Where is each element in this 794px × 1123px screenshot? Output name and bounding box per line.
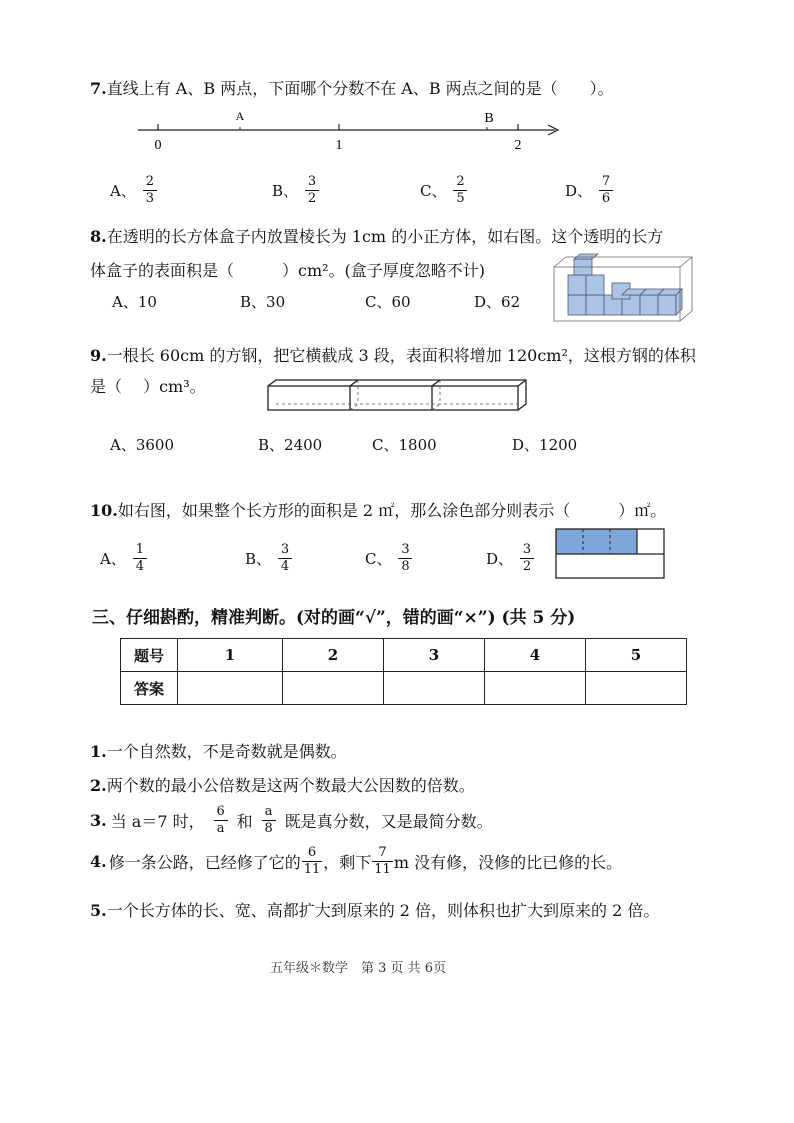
answer-cell-2[interactable] — [283, 672, 384, 705]
answer-table-answer-row — [121, 672, 687, 705]
q7-option-a-label: A、 — [110, 182, 136, 200]
judgement-2-text: 两个数的最小公倍数是这两个数最大公因数的倍数。 — [106, 776, 475, 795]
frac-den: 4 — [280, 559, 290, 574]
q7-option-b-fraction — [306, 175, 318, 206]
q10-option-a-label: A、 — [100, 550, 126, 568]
q10-option-b-label: B、 — [245, 550, 272, 568]
frac-den: a — [216, 821, 225, 836]
judgement-3-fraction-2 — [263, 805, 275, 836]
answer-table-header-row — [121, 639, 687, 672]
q8-stem-line1 — [90, 224, 663, 247]
frac-den: 3 — [145, 191, 154, 206]
q9-text-line1: 一根长 60cm 的方钢，把它横截成 3 段，表面积将增加 120cm²，这根方钢的体积 — [106, 346, 696, 365]
frac-den: 8 — [401, 559, 410, 574]
answer-table-col-4: 4 — [485, 639, 586, 672]
q8-option-c[interactable]: C、60 — [365, 293, 411, 311]
q7-option-b-label: B、 — [272, 182, 299, 200]
answer-table-col-1: 1 — [178, 639, 283, 672]
answer-table — [120, 638, 687, 705]
frac-den: 4 — [135, 559, 144, 574]
q7-number: 7. — [90, 79, 107, 98]
q9-option-b[interactable]: B、2400 — [258, 436, 323, 454]
q7-point-b: B — [484, 111, 494, 126]
answer-cell-5[interactable] — [586, 672, 687, 705]
q7-option-a-fraction — [144, 175, 156, 206]
answer-cell-3[interactable] — [384, 672, 485, 705]
judgement-4-fraction-1 — [303, 846, 322, 877]
frac-den: 5 — [456, 191, 465, 206]
q9-stem-line1 — [90, 343, 696, 366]
frac-num: 3 — [280, 542, 290, 557]
judgement-3-post: 既是真分数，又是最简分数。 — [284, 812, 493, 831]
q9-square-steel-figure — [266, 378, 528, 412]
judgement-3-fraction-1 — [215, 805, 227, 836]
q7-tick-2: 2 — [514, 138, 522, 153]
q7-option-c-fraction — [454, 175, 466, 206]
judgement-3-pre: 当 a＝7 时， — [110, 812, 205, 831]
answer-table-col-2: 2 — [283, 639, 384, 672]
judgement-4-fraction-2 — [373, 846, 392, 877]
q10-number: 10. — [90, 501, 118, 520]
judgement-5 — [90, 898, 659, 921]
q7-option-c-label: C、 — [420, 182, 447, 200]
q10-option-c-label: C、 — [365, 550, 392, 568]
frac-num: 3 — [522, 542, 532, 557]
page-footer: 五年级＊数学 第 3 页 共 6页 — [270, 961, 447, 976]
judgement-1-text: 一个自然数，不是奇数就是偶数。 — [106, 742, 347, 761]
q8-cube-box-figure — [550, 253, 695, 325]
q7-text: 直线上有 A、B 两点，下面哪个分数不在 A、B 两点之间的是（ ）。 — [106, 79, 614, 98]
q9-option-a[interactable]: A、3600 — [110, 436, 175, 454]
judgement-3 — [90, 805, 493, 836]
frac-num: 2 — [456, 174, 465, 189]
q10-option-b[interactable] — [245, 543, 291, 574]
q7-option-a[interactable] — [110, 175, 156, 206]
frac-num: 7 — [378, 845, 387, 860]
q7-option-d[interactable] — [565, 175, 612, 206]
frac-den: 2 — [307, 191, 317, 206]
judgement-1 — [90, 739, 347, 762]
frac-num: 3 — [307, 174, 317, 189]
frac-num: 6 — [216, 804, 225, 819]
judgement-4-mid: ，剩下 — [323, 853, 372, 872]
q7-option-b[interactable] — [272, 175, 318, 206]
frac-num: 2 — [145, 174, 154, 189]
frac-den: 6 — [601, 191, 611, 206]
q7-point-a: A — [235, 109, 245, 123]
answer-table-row1-label: 题号 — [121, 639, 178, 672]
judgement-3-mid: 和 — [236, 812, 253, 831]
q9-stem-line2: 是（ ）cm³。 — [90, 377, 206, 396]
frac-num: 7 — [601, 174, 611, 189]
answer-cell-4[interactable] — [485, 672, 586, 705]
q10-text: 如右图，如果整个长方形的面积是 2 ㎡，那么涂色部分则表示（ ）㎡。 — [117, 501, 667, 520]
answer-cell-1[interactable] — [178, 672, 283, 705]
q10-option-a[interactable] — [100, 543, 146, 574]
q8-number: 8. — [90, 227, 107, 246]
judgement-4-number: 4. — [90, 852, 107, 871]
q8-stem-line2: 体盒子的表面积是（ ）cm²。(盒子厚度忽略不计) — [90, 261, 486, 280]
frac-den: 2 — [522, 559, 532, 574]
q7-stem — [90, 76, 614, 99]
answer-table-col-3: 3 — [384, 639, 485, 672]
q9-number: 9. — [90, 346, 107, 365]
judgement-4-post: m 没有修，没修的比已修的长。 — [393, 853, 623, 872]
q10-stem — [90, 498, 666, 521]
q10-shaded-area — [556, 529, 637, 554]
q8-text-line1: 在透明的长方体盒子内放置棱长为 1cm 的小正方体，如右图。这个透明的长方 — [106, 227, 664, 246]
answer-table-col-5: 5 — [586, 639, 687, 672]
frac-den: 8 — [264, 821, 273, 836]
q10-option-c-fraction — [399, 543, 411, 574]
q7-number-line — [130, 105, 570, 155]
q9-option-d[interactable]: D、1200 — [512, 436, 578, 454]
q8-option-a[interactable]: A、10 — [112, 293, 157, 311]
judgement-2 — [90, 773, 475, 796]
judgement-5-text: 一个长方体的长、宽、高都扩大到原来的 2 倍，则体积也扩大到原来的 2 倍。 — [106, 901, 660, 920]
judgement-4-pre: 修一条公路，已经修了它的 — [108, 853, 301, 872]
q10-option-a-fraction — [134, 543, 146, 574]
q10-option-b-fraction — [279, 543, 291, 574]
q10-option-c[interactable] — [365, 543, 411, 574]
judgement-2-number: 2. — [90, 776, 107, 795]
frac-num: 1 — [135, 542, 144, 557]
q7-option-d-label: D、 — [565, 182, 593, 200]
q10-option-d[interactable] — [486, 543, 533, 574]
frac-den: 11 — [374, 862, 391, 877]
q9-option-c[interactable]: C、1800 — [372, 436, 437, 454]
frac-den: 11 — [303, 862, 321, 877]
q10-option-d-fraction — [521, 543, 533, 574]
q10-rectangle-figure — [555, 528, 667, 580]
section-3-title: 三、仔细斟酌，精准判断。(对的画“√”，错的画“×”) (共 5 分) — [92, 608, 576, 628]
q7-tick-0: 0 — [154, 138, 162, 153]
q7-option-c[interactable] — [420, 175, 466, 206]
q7-option-d-fraction — [600, 175, 612, 206]
q7-tick-1: 1 — [335, 138, 343, 153]
judgement-3-number: 3. — [90, 811, 107, 830]
judgement-4 — [90, 846, 622, 877]
frac-num: 6 — [307, 845, 317, 860]
frac-num: 3 — [401, 542, 410, 557]
frac-num: a — [264, 804, 273, 819]
answer-table-row2-label: 答案 — [121, 672, 178, 705]
q8-option-b[interactable]: B、30 — [240, 293, 286, 311]
judgement-1-number: 1. — [90, 742, 107, 761]
q8-option-d[interactable]: D、62 — [474, 293, 521, 311]
q10-option-d-label: D、 — [486, 550, 514, 568]
judgement-5-number: 5. — [90, 901, 107, 920]
